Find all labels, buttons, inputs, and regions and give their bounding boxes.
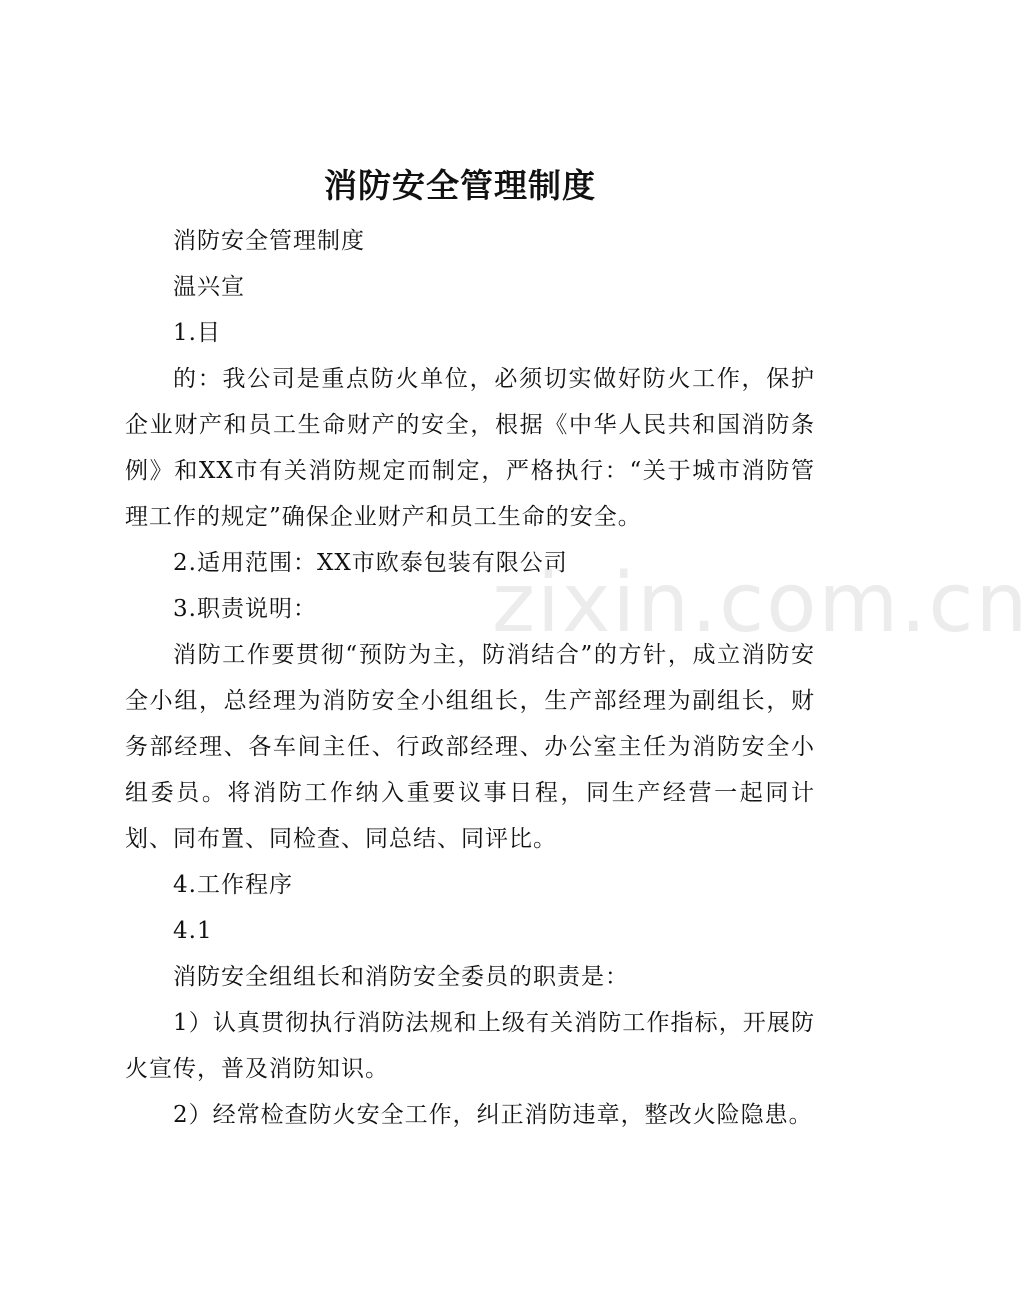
paragraph-section-3: 3.职责说明： <box>173 596 317 622</box>
paragraph-section-1: 1.目 <box>173 320 221 346</box>
paragraph-purpose: 的：我公司是重点防火单位，必须切实做好防火工作，保护企业财产和员工生命财产的安全，根据《中华人民共和国消防条例》和XX市有关消防规定而制定，严格执行：“关于城市消防管理工作的规定”确保企业财产和员工生命的安全。 <box>125 366 815 530</box>
document-body <box>125 218 815 1138</box>
paragraph-section-4: 4.工作程序 <box>173 872 293 898</box>
paragraph-author: 温兴宣 <box>173 274 245 300</box>
paragraph-item-1: 1）认真贯彻执行消防法规和上级有关消防工作指标，开展防火宣传，普及消防知识。 <box>125 1010 815 1082</box>
watermark: zixin.com.cn <box>492 556 1029 651</box>
paragraph-subtitle: 消防安全管理制度 <box>173 228 365 254</box>
paragraph-item-2: 2）经常检查防火安全工作，纠正消防违章，整改火险隐患。 <box>173 1102 813 1128</box>
paragraph-duties: 消防工作要贯彻“预防为主，防消结合”的方针，成立消防安全小组，总经理为消防安全小组组长，生产部经理为副组长，财务部经理、各车间主任、行政部经理、办公室主任为消防安全小组委员。将消防工作纳入重要议事日程，同生产经营一起同计划、同布置、同检查、同总结、同评比。 <box>125 642 815 852</box>
paragraph-scope: 2.适用范围：XX市欧泰包装有限公司 <box>173 550 568 576</box>
document-title: 消防安全管理制度 <box>324 166 596 205</box>
paragraph-responsibilities: 消防安全组组长和消防安全委员的职责是： <box>173 964 629 990</box>
paragraph-section-4-1: 4.1 <box>173 918 213 944</box>
